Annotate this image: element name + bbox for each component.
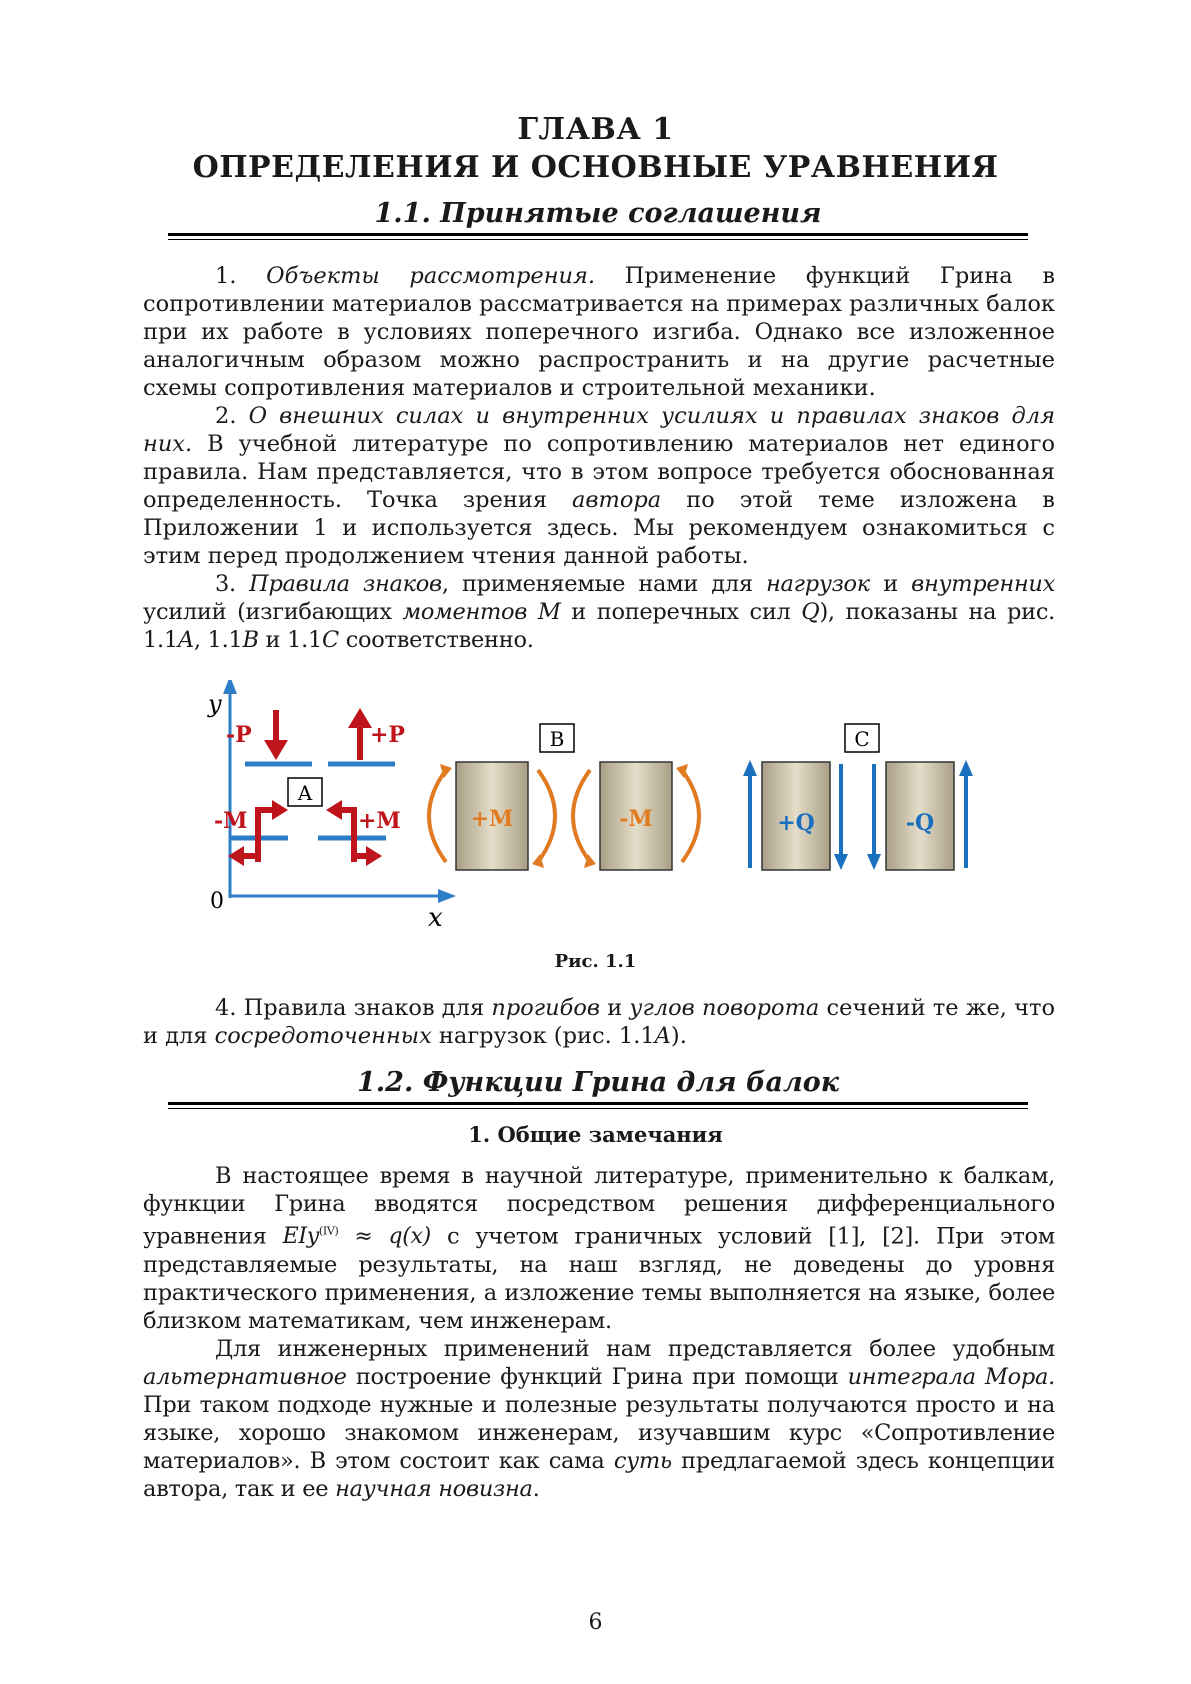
paragraph-3: 3. Правила знаков, применяемые нами для нагрузок и внутренних усилий (изгибающих моментов M и поперечных сил Q), показаны на рис. 1.1A, 1.1B и 1.1C соответственно. (143, 571, 1055, 653)
box-c-label: C (854, 727, 870, 751)
label-plus-m-block: +M (470, 806, 514, 832)
chapter-number: ГЛАВА 1 (517, 112, 674, 147)
label-plus-p: +P (370, 722, 405, 748)
paragraph-2: 2. О внешних силах и внутренних усилиях и правилах знаков для них. В учебной литературе по сопротивлению материалов нет единого правила. Нам представляется, что в этом вопросе требуется обоснованная определенность. Точка зрения автора по этой теме изложена в Приложении 1 и используется здесь. Мы рекомендуем ознакомиться с этим перед продолжением чтения данной работы. (143, 403, 1055, 569)
y-axis-arrow-icon (223, 680, 237, 694)
axis-y-label: y (208, 690, 222, 718)
section-title-1-2: 1.2. Функции Грина для балок (356, 1067, 840, 1098)
label-plus-q: +Q (777, 810, 815, 836)
box-a-label: A (297, 781, 313, 805)
label-minus-m-left: -M (214, 808, 248, 834)
minus-p-arrow-icon (264, 710, 288, 760)
section-rule-thin (168, 239, 1028, 240)
page-number: 6 (588, 1610, 603, 1635)
chapter-title: ОПРЕДЕЛЕНИЯ И ОСНОВНЫЕ УРАВНЕНИЯ (192, 150, 999, 185)
section-1-2-text (143, 1162, 1055, 1503)
plus-p-arrow-icon (348, 708, 372, 760)
figure-1-1 (200, 680, 1060, 940)
x-axis-arrow-icon (438, 889, 456, 903)
paragraph-4: 4. Правила знаков для прогибов и углов поворота сечений те же, что и для сосредоточенных нагрузок (рис. 1.1A). (143, 995, 1055, 1049)
paragraph-4-block (143, 994, 1055, 1050)
figure-caption: Рис. 1.1 (554, 951, 637, 972)
section-rule-thick (168, 233, 1028, 236)
label-minus-p: -P (226, 722, 252, 748)
box-b-label: B (549, 727, 565, 751)
section-title-1-1: 1.1. Принятые соглашения (374, 198, 822, 229)
origin-label: 0 (210, 889, 224, 914)
label-plus-m-left: +M (358, 808, 401, 834)
equation-green: EIy$^{(IV)}$ ≈ q(x) (282, 1224, 431, 1250)
subsection-title: 1. Общие замечания (468, 1122, 723, 1147)
paragraph-5: В настоящее время в научной литературе, применительно к балкам, функции Грина вводятся посредством решения дифференциального уравнения EIy$^{(IV)}$ ≈ q(x) с учетом граничных условий [1], [2]. При этом представляемые результаты, на наш взгляд, не доведены до уровня практического применения, а изложение темы выполняется на языке, более близком математикам, чем инженерам. (143, 1163, 1056, 1335)
paragraph-6: Для инженерных применений нам представляется более удобным альтернативное построение функций Грина при помощи интеграла Мора. При таком подходе нужные и полезные результаты получаются просто и на языке, хорошо знакомом инженерам, изучавшим курс «Сопротивление материалов». В этом состоит как сама суть предлагаемой здесь концепции автора, так и ее научная новизна. (143, 1336, 1055, 1503)
label-minus-q: -Q (905, 810, 935, 836)
section-1-1-text (143, 262, 1055, 654)
section-rule-thin-2 (168, 1108, 1028, 1109)
paragraph-1: 1. Объекты рассмотрения. Применение функций Грина в сопротивлении материалов рассматривается на примерах различных балок при их работе в условиях поперечного изгиба. Однако все изложенное аналогичным образом можно распространить и на другие расчетные схемы сопротивления материалов и строительной механики. (143, 263, 1055, 401)
axis-x-label: x (428, 903, 443, 933)
section-rule-thick-2 (168, 1102, 1028, 1105)
label-minus-m-block: -M (619, 806, 653, 832)
